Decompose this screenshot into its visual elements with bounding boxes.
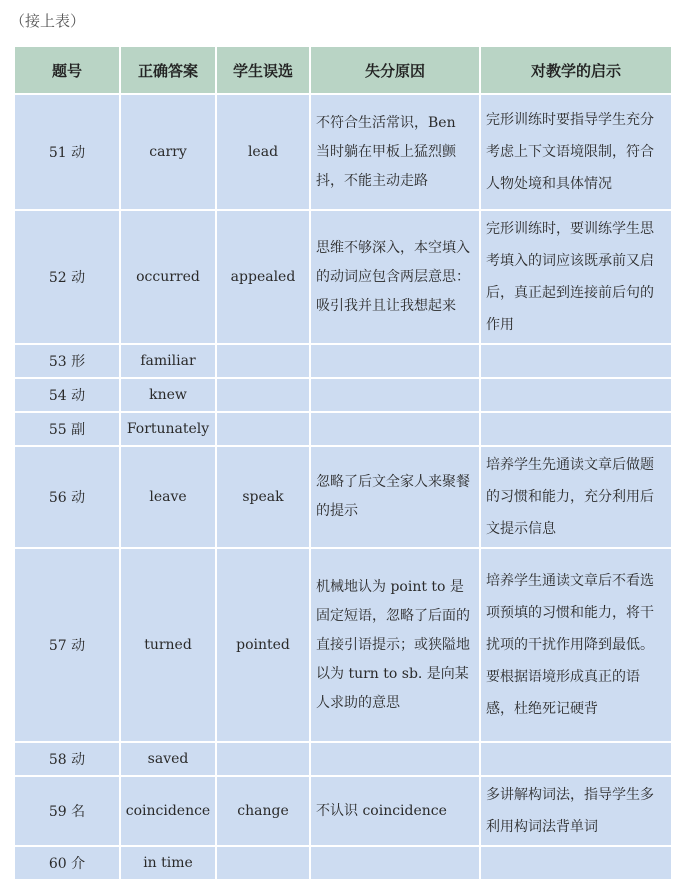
insight-text (481, 847, 671, 879)
correct-answer: occurred (121, 211, 215, 343)
correct-answer: familiar (121, 345, 215, 377)
student-error (217, 743, 309, 775)
insight-text: 完形训练时要指导学生充分考虑上下文语境限制，符合人物处境和具体情况 (481, 95, 671, 209)
correct-answer: Fortunately (121, 413, 215, 445)
reason-text (311, 379, 479, 411)
question-number: 52 动 (15, 211, 119, 343)
header-teaching-insight: 对教学的启示 (481, 47, 671, 93)
student-error: pointed (217, 549, 309, 741)
question-number: 55 副 (15, 413, 119, 445)
header-reason: 失分原因 (311, 47, 479, 93)
question-number: 54 动 (15, 379, 119, 411)
table-row (15, 413, 671, 445)
question-number: 60 介 (15, 847, 119, 879)
table-row (15, 345, 671, 377)
insight-text (481, 345, 671, 377)
reason-text (311, 345, 479, 377)
header-number: 题号 (15, 47, 119, 93)
correct-answer: saved (121, 743, 215, 775)
question-number: 58 动 (15, 743, 119, 775)
insight-text: 培养学生通读文章后不看选项预填的习惯和能力，将干扰项的干扰作用降到最低。要根据语境形成真正的语感，杜绝死记硬背 (481, 549, 671, 741)
student-error (217, 413, 309, 445)
reason-text (311, 413, 479, 445)
reason-text: 不认识 coincidence (311, 777, 479, 845)
table-row (15, 211, 671, 343)
reason-text: 不符合生活常识，Ben 当时躺在甲板上猛烈颤抖，不能主动走路 (311, 95, 479, 209)
question-number: 56 动 (15, 447, 119, 547)
question-number: 57 动 (15, 549, 119, 741)
student-error (217, 345, 309, 377)
reason-text (311, 847, 479, 879)
question-number: 59 名 (15, 777, 119, 845)
header-student-error: 学生误选 (217, 47, 309, 93)
table-row (15, 549, 671, 741)
insight-text (481, 413, 671, 445)
error-analysis-table (13, 45, 673, 881)
correct-answer: coincidence (121, 777, 215, 845)
reason-text: 思维不够深入，本空填入的动词应包含两层意思：吸引我并且让我想起来 (311, 211, 479, 343)
student-error: change (217, 777, 309, 845)
table-row (15, 95, 671, 209)
correct-answer: carry (121, 95, 215, 209)
header-row (15, 47, 671, 93)
student-error: speak (217, 447, 309, 547)
table-row (15, 847, 671, 879)
correct-answer: in time (121, 847, 215, 879)
reason-text (311, 743, 479, 775)
insight-text: 培养学生先通读文章后做题的习惯和能力，充分利用后文提示信息 (481, 447, 671, 547)
student-error: appealed (217, 211, 309, 343)
table-row (15, 447, 671, 547)
insight-text: 多讲解构词法，指导学生多利用构词法背单词 (481, 777, 671, 845)
reason-text: 机械地认为 point to 是固定短语，忽略了后面的直接引语提示；或狭隘地以为 turn to sb. 是向某人求助的意思 (311, 549, 479, 741)
correct-answer: leave (121, 447, 215, 547)
continued-caption: （接上表） (10, 12, 86, 30)
question-number: 51 动 (15, 95, 119, 209)
student-error (217, 847, 309, 879)
question-number: 53 形 (15, 345, 119, 377)
correct-answer: turned (121, 549, 215, 741)
insight-text (481, 743, 671, 775)
student-error (217, 379, 309, 411)
insight-text (481, 379, 671, 411)
table-row (15, 379, 671, 411)
correct-answer: knew (121, 379, 215, 411)
student-error: lead (217, 95, 309, 209)
reason-text: 忽略了后文全家人来聚餐的提示 (311, 447, 479, 547)
table-row (15, 777, 671, 845)
header-correct-answer: 正确答案 (121, 47, 215, 93)
table-row (15, 743, 671, 775)
insight-text: 完形训练时，要训练学生思考填入的词应该既承前又启后，真正起到连接前后句的作用 (481, 211, 671, 343)
